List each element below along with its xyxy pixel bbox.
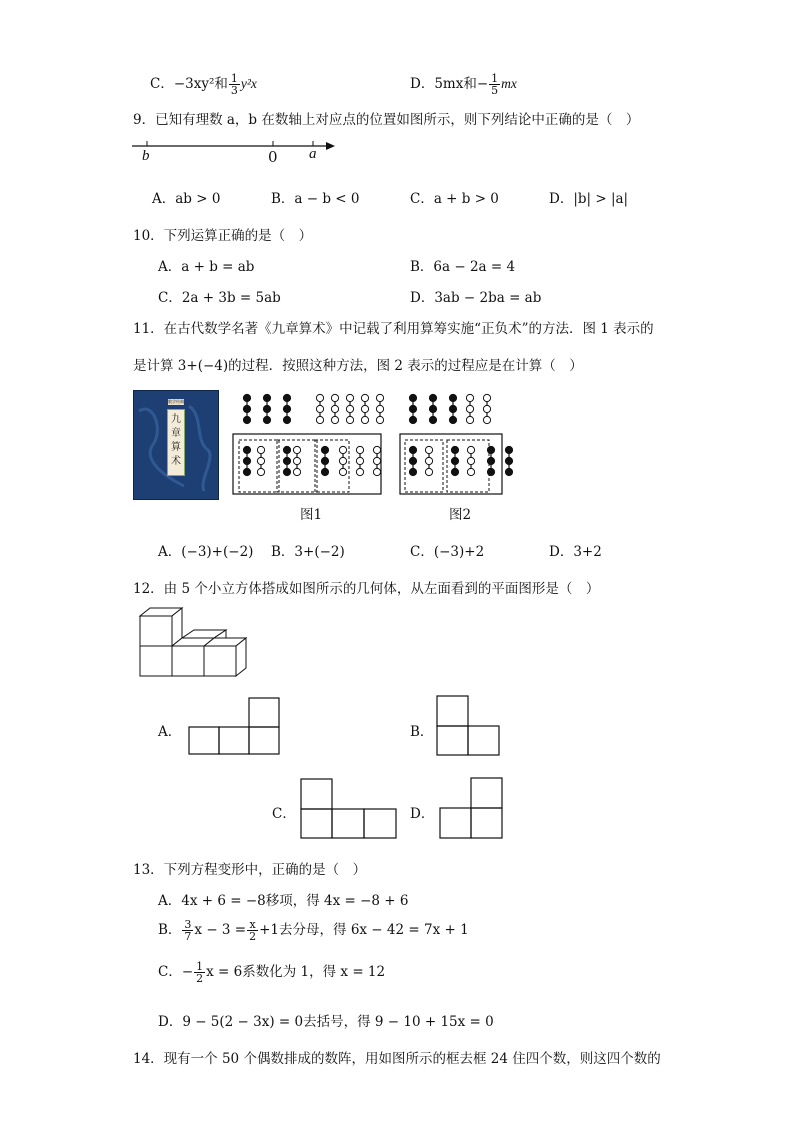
rod-filled-bead xyxy=(451,457,458,464)
rod-filled-bead xyxy=(283,446,290,453)
rod-filled-bead xyxy=(263,416,270,423)
rod-hollow-bead xyxy=(373,446,380,453)
rod-hollow-bead xyxy=(483,416,490,423)
rod-hollow-bead xyxy=(293,468,300,475)
q13-option-c-fraction xyxy=(194,961,205,984)
axis-label-a: a xyxy=(309,146,317,162)
rod-filled-bead xyxy=(451,446,458,453)
q12-option-b-figure xyxy=(436,695,504,757)
rod-hollow-bead xyxy=(293,457,300,464)
fraction-denominator: 7 xyxy=(184,930,192,943)
rod-hollow-bead xyxy=(467,468,474,475)
book-title: 九章算术 xyxy=(167,409,185,476)
rod-filled-bead xyxy=(505,457,512,464)
rod-hollow-bead xyxy=(346,394,353,401)
q13-option-b-fraction-1 xyxy=(182,919,193,942)
fraction-denominator: 5 xyxy=(491,84,499,97)
rod-filled-bead xyxy=(243,468,250,475)
rod-filled-bead xyxy=(409,405,416,412)
rod-filled-bead xyxy=(449,405,456,412)
rod-filled-bead xyxy=(409,468,416,475)
q9-option-b: B．a − b < 0 xyxy=(271,191,360,207)
rod-filled-bead xyxy=(283,457,290,464)
q12-stem: 12．由 5 个小立方体搭成如图所示的几何体，从左面看到的平面图形是（ ） xyxy=(133,581,600,597)
rod-hollow-bead xyxy=(361,394,368,401)
rod-filled-bead xyxy=(409,446,416,453)
q8-option-c-text: C．−3xy²和 xyxy=(150,76,228,92)
q9-option-d: D．|b| > |a| xyxy=(549,191,629,207)
rod-hollow-bead xyxy=(483,405,490,412)
fraction-numerator: 3 xyxy=(184,918,192,931)
rod-hollow-bead xyxy=(331,405,338,412)
fraction-numerator: 1 xyxy=(491,72,499,85)
fraction-denominator: 2 xyxy=(249,930,257,943)
rod-filled-bead xyxy=(505,468,512,475)
q10-option-c: C．2a + 3b = 5ab xyxy=(158,290,281,306)
rod-hollow-bead xyxy=(373,468,380,475)
rod-hollow-bead xyxy=(467,446,474,453)
rod-filled-bead xyxy=(449,394,456,401)
rod-hollow-bead xyxy=(467,457,474,464)
rod-hollow-bead xyxy=(376,394,383,401)
q13-option-d: D．9 − 5(2 − 3x) = 0去括号，得 9 − 10 + 15x = 0 xyxy=(158,1014,494,1030)
rod-hollow-bead xyxy=(339,468,346,475)
axis-label-b: b xyxy=(142,148,150,164)
q13-option-b xyxy=(158,918,469,942)
rod-filled-bead xyxy=(429,394,436,401)
rod-hollow-bead xyxy=(316,416,323,423)
fraction-numerator: x xyxy=(247,919,258,931)
q12-option-c-label: C． xyxy=(272,806,296,822)
rod-filled-bead xyxy=(283,394,290,401)
fraction-denominator: 3 xyxy=(230,84,238,97)
rod-filled-bead xyxy=(409,394,416,401)
rod-hollow-bead xyxy=(316,394,323,401)
rod-hollow-bead xyxy=(376,405,383,412)
q14-stem: 14．现有一个 50 个偶数排成的数阵，用如图所示的框去框 24 住四个数，则这四个数的 xyxy=(133,1051,661,1067)
rod-filled-bead xyxy=(321,468,328,475)
counting-rods-figures xyxy=(225,388,525,500)
q8-option-d-tail: mx xyxy=(501,76,517,91)
q13-option-b-middle: x − 3 = xyxy=(194,922,247,938)
q12-option-d-figure xyxy=(439,777,507,840)
q11-stem-line1: 11．在古代数学名著《九章算术》中记载了利用算筹实施“正负术”的方法．图 1 表示的 xyxy=(133,321,654,337)
q13-option-c-prefix: C．− xyxy=(158,964,194,980)
rod-filled-bead xyxy=(243,416,250,423)
axis-label-zero: 0 xyxy=(268,148,278,166)
rod-filled-bead xyxy=(505,446,512,453)
rod-filled-bead xyxy=(487,468,494,475)
q12-option-a-label: A． xyxy=(158,724,182,740)
q13-option-b-prefix: B． xyxy=(158,922,182,938)
fraction-numerator: 1 xyxy=(196,960,204,973)
rod-filled-bead xyxy=(283,416,290,423)
rod-filled-bead xyxy=(429,405,436,412)
q12-option-d-label: D． xyxy=(410,806,435,822)
rod-filled-bead xyxy=(429,416,436,423)
rod-hollow-bead xyxy=(331,416,338,423)
q13-option-a: A．4x + 6 = −8移项，得 4x = −8 + 6 xyxy=(158,893,409,909)
q11-option-a: A．(−3)+(−2) xyxy=(158,544,254,560)
rod-hollow-bead xyxy=(483,394,490,401)
rod-hollow-bead xyxy=(356,446,363,453)
q11-option-c: C．(−3)+2 xyxy=(410,544,485,560)
book-cover-image xyxy=(133,390,219,500)
rod-hollow-bead xyxy=(293,446,300,453)
q8-option-c-tail: y²x xyxy=(240,76,257,91)
rod-filled-bead xyxy=(321,446,328,453)
fig2-caption: 图2 xyxy=(449,507,472,523)
q8-option-c-fraction xyxy=(229,73,240,96)
rod-hollow-bead xyxy=(373,457,380,464)
rod-filled-bead xyxy=(283,405,290,412)
rod-filled-bead xyxy=(449,416,456,423)
rod-filled-bead xyxy=(243,405,250,412)
rod-filled-bead xyxy=(409,457,416,464)
rod-hollow-bead xyxy=(339,457,346,464)
q9-option-c: C．a + b > 0 xyxy=(410,191,499,207)
fraction-numerator: 1 xyxy=(230,72,238,85)
rod-filled-bead xyxy=(321,457,328,464)
book-label: 数学经典 xyxy=(168,399,184,404)
rod-filled-bead xyxy=(451,468,458,475)
cube-solid-figure xyxy=(138,608,268,678)
rod-filled-bead xyxy=(263,394,270,401)
rod-hollow-bead xyxy=(257,457,264,464)
rod-filled-bead xyxy=(283,468,290,475)
rod-hollow-bead xyxy=(425,468,432,475)
rod-hollow-bead xyxy=(425,457,432,464)
q13-option-c xyxy=(158,960,385,984)
q13-option-b-suffix: +1去分母，得 6x − 42 = 7x + 1 xyxy=(259,922,469,938)
rod-hollow-bead xyxy=(466,405,473,412)
rod-hollow-bead xyxy=(356,468,363,475)
rod-filled-bead xyxy=(487,457,494,464)
fig1-caption: 图1 xyxy=(300,507,323,523)
q12-option-c-figure xyxy=(300,778,400,840)
fraction-denominator: 2 xyxy=(196,972,204,985)
q12-option-b-label: B． xyxy=(410,724,434,740)
q12-option-a-figure xyxy=(188,697,282,757)
rod-hollow-bead xyxy=(346,416,353,423)
q11-option-b: B．3+(−2) xyxy=(271,544,345,560)
q8-option-d-text: D．5mx和− xyxy=(410,76,489,92)
q9-option-a: A．ab > 0 xyxy=(152,191,221,207)
rod-filled-bead xyxy=(487,446,494,453)
rod-hollow-bead xyxy=(356,457,363,464)
q13-option-c-suffix: x = 6系数化为 1，得 x = 12 xyxy=(206,964,386,980)
rod-hollow-bead xyxy=(361,405,368,412)
q8-option-c xyxy=(150,72,257,96)
rod-hollow-bead xyxy=(361,416,368,423)
rod-hollow-bead xyxy=(257,468,264,475)
rod-hollow-bead xyxy=(466,394,473,401)
q9-stem: 9．已知有理数 a，b 在数轴上对应点的位置如图所示，则下列结论中正确的是（ ） xyxy=(133,112,640,128)
rod-filled-bead xyxy=(243,446,250,453)
rod-filled-bead xyxy=(243,457,250,464)
rod-filled-bead xyxy=(243,394,250,401)
q11-option-d: D．3+2 xyxy=(549,544,602,560)
rod-filled-bead xyxy=(263,405,270,412)
rod-filled-bead xyxy=(409,416,416,423)
rod-hollow-bead xyxy=(339,446,346,453)
q10-option-b: B．6a − 2a = 4 xyxy=(410,259,516,275)
q10-option-a: A．a + b = ab xyxy=(158,259,255,275)
q13-stem: 13．下列方程变形中，正确的是（ ） xyxy=(133,862,367,878)
q11-stem-line2: 是计算 3+(−4)的过程．按照这种方法，图 2 表示的过程应是在计算（ ） xyxy=(133,358,583,374)
arrow-icon xyxy=(326,142,335,150)
q8-option-d-fraction xyxy=(489,73,500,96)
q8-option-d xyxy=(410,72,517,96)
rod-hollow-bead xyxy=(346,405,353,412)
q10-stem: 10．下列运算正确的是（ ） xyxy=(133,228,313,244)
rod-hollow-bead xyxy=(257,446,264,453)
rod-hollow-bead xyxy=(425,446,432,453)
q10-option-d: D．3ab − 2ba = ab xyxy=(410,290,542,306)
q13-option-b-fraction-2 xyxy=(247,919,258,942)
rod-hollow-bead xyxy=(376,416,383,423)
rod-hollow-bead xyxy=(331,394,338,401)
rod-hollow-bead xyxy=(466,416,473,423)
rod-hollow-bead xyxy=(316,405,323,412)
